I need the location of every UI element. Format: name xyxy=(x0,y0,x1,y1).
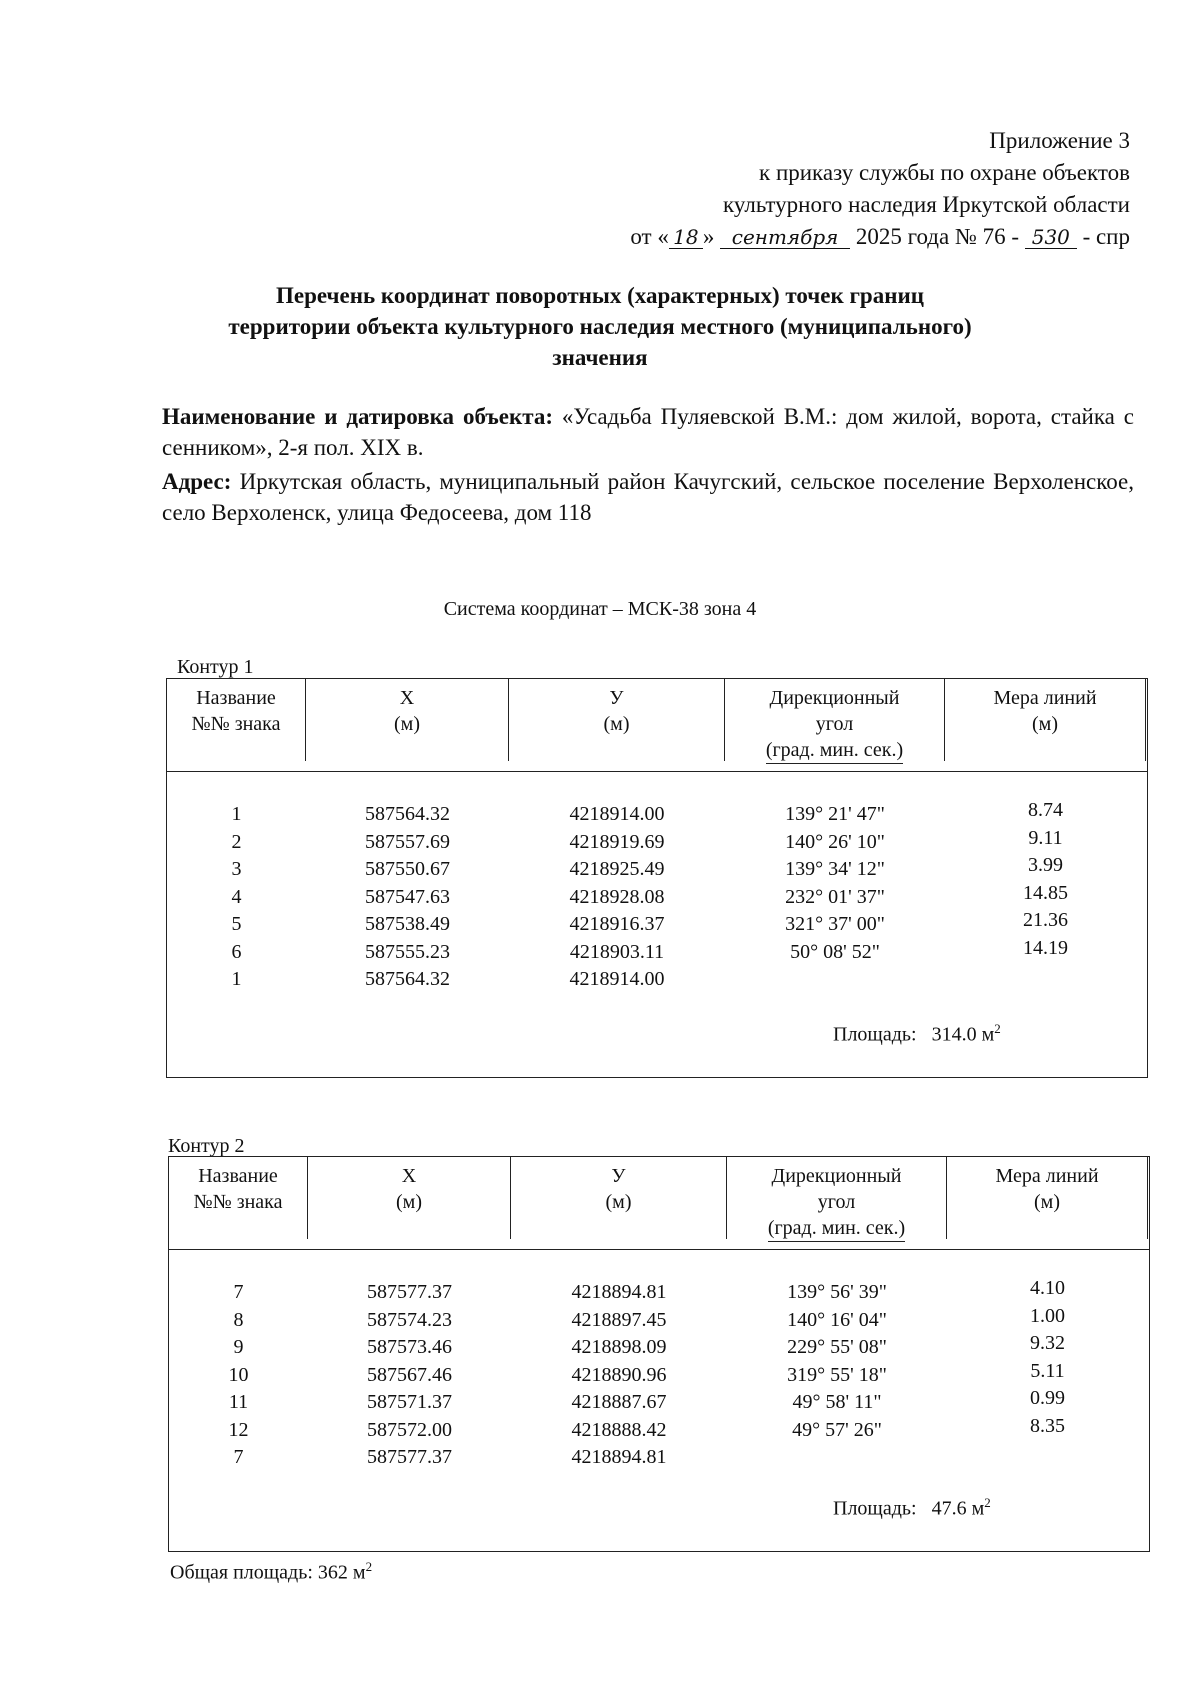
cell-angle: 139° 21' 47" xyxy=(785,803,885,825)
col-name-header: Название №№ знака xyxy=(167,679,306,761)
col-x-header: Х (м) xyxy=(306,679,509,761)
cell-length: 0.99 xyxy=(1030,1387,1065,1409)
cell-x: 587567.46 xyxy=(367,1363,452,1386)
cell-angle: 49° 57' 26" xyxy=(792,1418,882,1441)
cell-angle: 232° 01' 37" xyxy=(785,885,885,908)
col-x-header: Х (м) xyxy=(308,1157,511,1239)
cell-length: 21.36 xyxy=(1023,909,1068,931)
table-row xyxy=(167,936,1147,966)
cell-length: 8.74 xyxy=(1028,799,1063,821)
cell-length: 1.00 xyxy=(1030,1304,1065,1327)
cell-y: 4218888.42 xyxy=(571,1418,667,1441)
cell-length: 4.10 xyxy=(1030,1277,1065,1299)
col-y-header: У (м) xyxy=(511,1157,727,1239)
cell-point-number: 8 xyxy=(233,1308,244,1331)
cell-y: 4218898.09 xyxy=(571,1336,667,1358)
address-paragraph xyxy=(162,466,1134,528)
cell-angle: 139° 56' 39" xyxy=(787,1281,887,1303)
cell-x: 587573.46 xyxy=(367,1336,452,1358)
cell-point-number: 3 xyxy=(231,858,242,880)
table-row xyxy=(167,966,1147,993)
cell-x: 587550.67 xyxy=(365,858,450,880)
cell-point-number: 10 xyxy=(228,1363,249,1386)
col-angle-header: Дирекционный угол (град. мин. сек.) xyxy=(727,1157,947,1239)
order-line: к приказу службы по охране объектов xyxy=(759,160,1130,185)
cell-angle: 140° 26' 10" xyxy=(785,830,885,853)
cell-x: 587547.63 xyxy=(365,885,450,908)
area-label: Площадь: xyxy=(833,1497,917,1520)
coordinate-system: Система координат – МСК-38 зона 4 xyxy=(443,598,757,620)
title-line-3: значения xyxy=(552,345,648,370)
object-name-value: «Усадьба Пуляевской В.М.: дом жилой, ворота, стайка с сенником», 2-я пол. XIX в. xyxy=(162,404,1134,460)
cell-length: 9.32 xyxy=(1030,1332,1065,1354)
cell-angle: 139° 34' 12" xyxy=(785,858,885,880)
area-value: 314.0 м xyxy=(931,1023,995,1046)
cell-y: 4218919.69 xyxy=(569,830,665,853)
cell-point-number: 7 xyxy=(233,1446,244,1468)
col-name-header: Название №№ знака xyxy=(169,1157,308,1239)
cell-point-number: 2 xyxy=(231,830,242,853)
cell-x: 587564.32 xyxy=(365,968,450,990)
col-length-header: Мера линий (м) xyxy=(945,679,1146,761)
cell-y: 4218928.08 xyxy=(569,885,665,908)
table-row xyxy=(169,1444,1149,1471)
cell-length: 8.35 xyxy=(1030,1414,1065,1437)
contour-2-table xyxy=(168,1156,1150,1552)
cell-y: 4218894.81 xyxy=(571,1281,667,1303)
cell-x: 587538.49 xyxy=(365,913,450,935)
order-date-line xyxy=(630,224,1130,250)
cell-y: 4218914.00 xyxy=(569,803,665,825)
object-name-label: Наименование и датировка объекта: xyxy=(162,404,553,429)
cell-y: 4218890.96 xyxy=(571,1363,667,1386)
contour-1-caption: Контур 1 xyxy=(177,656,254,678)
handwritten-day: 18 xyxy=(669,226,703,249)
order-suffix: - спр xyxy=(1082,224,1130,249)
date-prefix: от « xyxy=(630,224,669,249)
table-row xyxy=(169,1414,1149,1444)
authority-line: культурного наследия Иркутской области xyxy=(723,192,1130,217)
cell-angle: 50° 08' 52" xyxy=(790,940,880,963)
header-divider xyxy=(169,1249,1149,1250)
total-area-label: Общая площадь: 362 м xyxy=(170,1561,366,1584)
area-value: 47.6 м xyxy=(931,1497,985,1520)
cell-x: 587577.37 xyxy=(367,1446,452,1468)
area-label: Площадь: xyxy=(833,1023,917,1046)
cell-point-number: 6 xyxy=(231,940,242,963)
cell-point-number: 9 xyxy=(233,1336,244,1358)
cell-x: 587572.00 xyxy=(367,1418,452,1441)
cell-x: 587564.32 xyxy=(365,803,450,825)
cell-angle: 140° 16' 04" xyxy=(787,1308,887,1331)
handwritten-number: 530 xyxy=(1025,226,1077,249)
object-name-paragraph xyxy=(162,401,1134,463)
cell-x: 587574.23 xyxy=(367,1308,452,1331)
cell-length: 9.11 xyxy=(1028,826,1063,849)
cell-y: 4218894.81 xyxy=(571,1446,667,1468)
col-y-header: У (м) xyxy=(509,679,725,761)
cell-y: 4218916.37 xyxy=(569,913,665,935)
address-value: Иркутская область, муниципальный район Качугский, сельское поселение Верхоленское, село Верхоленск, улица Федосеева, дом 118 xyxy=(162,469,1135,525)
cell-length: 14.19 xyxy=(1023,936,1068,959)
cell-x: 587557.69 xyxy=(365,830,450,853)
cell-point-number: 7 xyxy=(233,1281,244,1303)
cell-point-number: 1 xyxy=(231,803,242,825)
year-text: 2025 года № 76 - xyxy=(855,224,1020,249)
title-line-2: территории объекта культурного наследия местного (муниципального) xyxy=(228,314,972,339)
cell-point-number: 11 xyxy=(228,1391,249,1413)
cell-point-number: 1 xyxy=(231,968,242,990)
cell-point-number: 12 xyxy=(228,1418,249,1441)
cell-x: 587577.37 xyxy=(367,1281,452,1303)
cell-y: 4218903.11 xyxy=(569,940,665,963)
contour-2-area: Площадь: 47.6 $м^2$ xyxy=(833,1495,991,1520)
cell-y: 4218887.67 xyxy=(571,1391,667,1413)
address-label: Адрес: xyxy=(162,469,232,494)
contour-2-caption: Контур 2 xyxy=(168,1135,245,1157)
cell-length: 3.99 xyxy=(1028,854,1063,876)
cell-length: 14.85 xyxy=(1023,881,1068,904)
contour-1-area: Площадь: 314.0 $м^2$ xyxy=(833,1021,1001,1046)
cell-y: 4218925.49 xyxy=(569,858,665,880)
date-mid: » xyxy=(702,224,715,249)
cell-point-number: 4 xyxy=(231,885,242,908)
cell-point-number: 5 xyxy=(231,913,242,935)
cell-length: 5.11 xyxy=(1030,1359,1065,1382)
handwritten-month: сентября xyxy=(720,226,850,249)
col-angle-header: Дирекционный угол (град. мин. сек.) xyxy=(725,679,945,761)
total-area: Общая площадь: 362 $м^2$ xyxy=(170,1559,373,1584)
cell-y: 4218897.45 xyxy=(571,1308,667,1331)
title-line-1: Перечень координат поворотных (характерных) точек границ xyxy=(276,283,924,308)
cell-angle: 229° 55' 08" xyxy=(787,1336,887,1358)
cell-y: 4218914.00 xyxy=(569,968,665,990)
contour-1-table xyxy=(166,678,1148,1078)
cell-angle: 321° 37' 00" xyxy=(785,913,885,935)
cell-x: 587571.37 xyxy=(367,1391,452,1413)
cell-angle: 49° 58' 11" xyxy=(792,1391,882,1413)
header-divider xyxy=(167,771,1147,772)
cell-x: 587555.23 xyxy=(365,940,450,963)
appendix-label: Приложение 3 xyxy=(989,128,1130,153)
col-length-header: Мера линий (м) xyxy=(947,1157,1148,1239)
cell-angle: 319° 55' 18" xyxy=(787,1363,887,1386)
